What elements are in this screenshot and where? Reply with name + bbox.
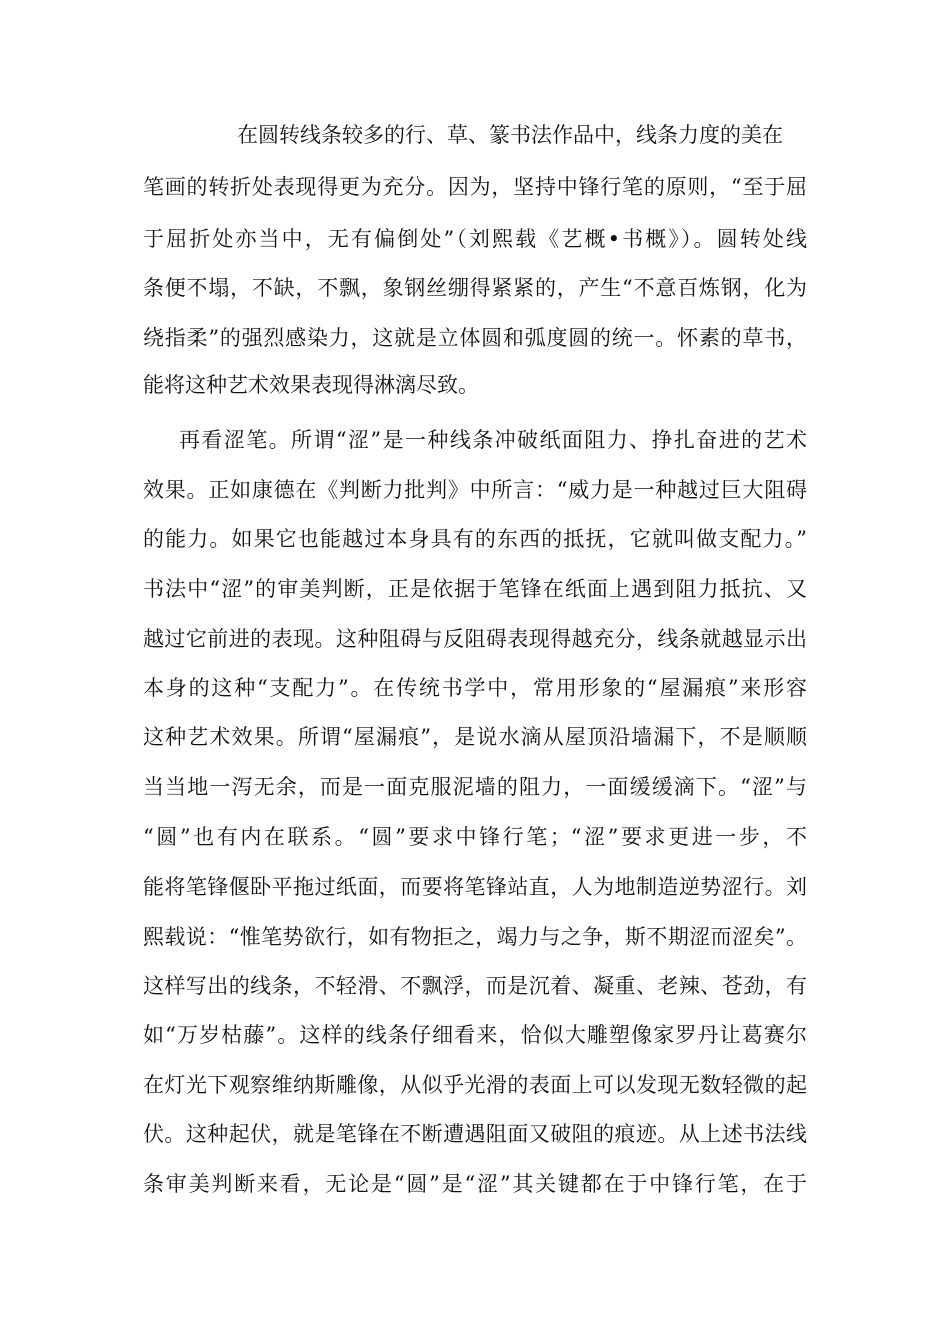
text-line: 当当地一泻无余，而是一面克服泥墙的阻力，一面缓缓滴下。“涩”与: [143, 775, 807, 799]
text-line: 条审美判断来看，无论是“圆”是“涩”其关键都在于中锋行笔，在于: [143, 1172, 807, 1196]
text-line: 如“万岁枯藤”。这样的线条仔细看来，恰似大雕塑像家罗丹让葛赛尔: [143, 1023, 807, 1047]
text-line: 条便不塌，不缺，不飘，象钢丝绷得紧紧的，产生“不意百炼钢，化为: [143, 276, 807, 300]
text-line: 笔画的转折处表现得更为充分。因为，坚持中锋行笔的原则，“至于屈: [143, 175, 807, 199]
text-line: 能将这种艺术效果表现得淋漓尽致。: [143, 373, 479, 397]
text-line: 在灯光下观察维纳斯雕像，从似乎光滑的表面上可以发现无数轻微的起: [143, 1073, 807, 1097]
text-line: 于屈折处亦当中，无有偏倒处”（刘熙载《艺概•书概》）。圆转处线: [143, 227, 807, 251]
text-line: “圆”也有内在联系。“圆”要求中锋行笔；“涩”要求更进一步，不: [143, 825, 807, 849]
text-line: 在圆转线条较多的行、草、篆书法作品中，线条力度的美在: [237, 123, 783, 147]
text-line: 本身的这种“支配力”。在传统书学中，常用形象的“屋漏痕”来形容: [143, 676, 807, 700]
text-line: 效果。正如康德在《判断力批判》中所言：“威力是一种越过巨大阻碍: [143, 478, 807, 502]
text-line: 能将笔锋偃卧平拖过纸面，而要将笔锋站直，人为地制造逆势涩行。刘: [143, 875, 807, 899]
text-line: 书法中“涩”的审美判断，正是依据于笔锋在纸面上遇到阻力抵抗、又: [143, 577, 807, 601]
text-line: 这种艺术效果。所谓“屋漏痕”，是说水滴从屋顶沿墙漏下，不是顺顺: [143, 725, 807, 749]
text-line: 再看涩笔。所谓“涩”是一种线条冲破纸面阻力、挣扎奋进的艺术: [179, 428, 807, 452]
text-line: 越过它前进的表现。这种阻碍与反阻碍表现得越充分，线条就越显示出: [143, 627, 807, 651]
text-line: 这样写出的线条，不轻滑、不飘浮，而是沉着、凝重、老辣、苍劲，有: [143, 974, 807, 998]
text-line: 的能力。如果它也能越过本身具有的东西的抵抚，它就叫做支配力。”: [143, 527, 807, 551]
text-line: 绕指柔”的强烈感染力，这就是立体圆和弧度圆的统一。怀素的草书，: [143, 326, 807, 350]
text-line: 熙载说：“惟笔势欲行，如有物拒之，竭力与之争，斯不期涩而涩矣”。: [143, 925, 807, 949]
text-line: 伏。这种起伏，就是笔锋在不断遭遇阻面又破阻的痕迹。从上述书法线: [143, 1122, 807, 1146]
